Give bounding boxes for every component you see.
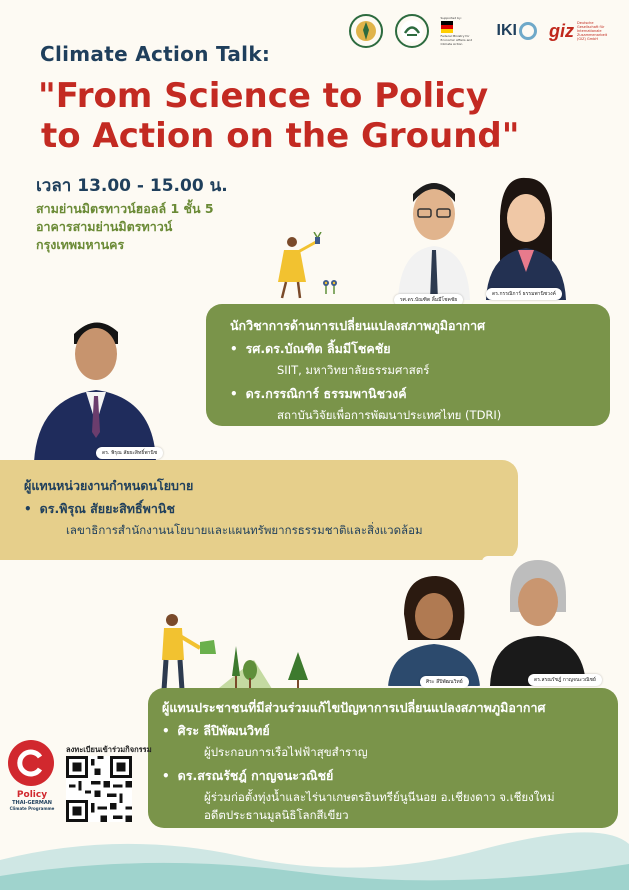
iki-text: IKI xyxy=(496,22,517,39)
caption-pirun: ดร. พิรุณ สัยยะสิทธิ์พานิช xyxy=(96,447,163,459)
speaker-affiliation-soranart: ผู้ร่วมก่อตั้งทุ่งน้ำและไร่นาเกษตรอินทรีย์นูนีนอย อ.เชียงดาว จ.เชียงใหม่ xyxy=(204,790,555,804)
partner-logos xyxy=(340,12,615,50)
caption-bundit: รศ.ดร.บัณฑิต ลิ้มมีโชคชัย xyxy=(394,294,463,306)
event-title-line2: to Action on the Ground" xyxy=(41,116,520,156)
speaker-photo-kannika xyxy=(478,176,574,300)
panel-community xyxy=(148,688,618,828)
speaker-affiliation-bundit: SIIT, มหาวิทยาลัยธรรมศาสตร์ xyxy=(277,363,430,377)
speaker-photo-sira xyxy=(384,570,484,686)
bottom-wave-decoration xyxy=(0,820,629,890)
caption-kannika: ดร.กรรณิการ์ ธรรมพานิชวงค์ xyxy=(486,288,562,300)
supported-by-label: Supported by: xyxy=(440,16,462,20)
speaker-name-text: รศ.ดร.บัณฑิต ลิ้มมีโชคชัย xyxy=(245,341,391,356)
speaker-photo-soranart xyxy=(482,556,592,686)
policy-logo-text: Policy xyxy=(16,790,48,800)
giz-subtext: Deutsche Gesellschaft für Internationale Zusammenarbeit (GIZ) GmbH xyxy=(577,21,608,41)
speaker-affiliation-pirun: เลขาธิการสำนักงานนโยบายและแผนทรัพยากรธรรมชาติและสิ่งแวดล้อม xyxy=(66,523,423,537)
panel-policy-heading: ผู้แทนหน่วยงานกำหนดนโยบาย xyxy=(24,478,194,493)
speaker-name-sira: • ศิระ ลีปิพัฒนวิทย์ xyxy=(162,721,606,741)
speaker-name-pirun: • ดร.พิรุณ สัยยะสิทธิ์พานิช xyxy=(24,499,504,519)
speaker-affiliation-sira: ผู้ประกอบการเรือไฟฟ้าสุขสำราญ xyxy=(204,745,368,759)
speaker-affiliation-kannika: สถาบันวิจัยเพื่อการพัฒนาประเทศไทย (TDRI) xyxy=(277,408,502,422)
german-flag-icon xyxy=(441,21,453,33)
woman-with-plant-illustration xyxy=(270,232,350,304)
speaker-name-bundit: • รศ.ดร.บัณฑิต ลิ้มมีโชคชัย xyxy=(230,339,596,359)
caption-sira: ศิระ ลีปิพัฒนวิทย์ xyxy=(420,676,469,688)
panel-policy xyxy=(0,460,518,560)
panel-community-heading: ผู้แทนประชาชนที่มีส่วนร่วมแก้ไขปัญหาการเปลี่ยนแปลงสภาพภูมิอากาศ xyxy=(162,700,546,715)
speaker-photo-bundit xyxy=(388,176,480,300)
policy-thai-german-logo xyxy=(4,740,60,812)
event-title-line1: "From Science to Policy xyxy=(38,76,489,116)
panel-science xyxy=(206,304,610,426)
registration-qr-code[interactable] xyxy=(66,756,132,822)
speaker-name-text: ดร.พิรุณ สัยยะสิทธิ์พานิช xyxy=(39,501,175,516)
policy-logo-subtext: THAI-GERMAN xyxy=(12,800,52,806)
venue-line2: อาคารสามย่านมิตรทาวน์ xyxy=(36,219,173,234)
panel-science-heading: นักวิชาการด้านการเปลี่ยนแปลงสภาพภูมิอากาศ xyxy=(230,318,486,333)
giz-logo xyxy=(549,21,615,42)
caption-soranart: ดร.สรณรัชฎ์ กาญจนะวณิชย์ xyxy=(528,674,602,686)
gardener-illustration xyxy=(154,606,324,694)
speaker-name-text: ดร.สรณรัชฎ์ กาญจนะวณิชย์ xyxy=(177,768,334,783)
speaker-name-kannika: • ดร.กรรณิการ์ ธรรมพานิชวงค์ xyxy=(230,384,596,404)
event-kicker: Climate Action Talk: xyxy=(40,42,271,66)
policy-logo-icon xyxy=(8,740,54,786)
qr-label: ลงทะเบียนเข้าร่วมกิจกรรม xyxy=(66,745,152,754)
iki-ring-icon xyxy=(519,22,537,40)
bmwk-text: Federal Ministry for Economic Affairs and Climate Action xyxy=(440,34,473,46)
event-time: เวลา 13.00 - 15.00 น. xyxy=(36,176,228,196)
bmwk-logo xyxy=(441,16,485,46)
giz-text: giz xyxy=(549,20,574,41)
speaker-name-text: ศิระ ลีปิพัฒนวิทย์ xyxy=(177,723,270,738)
policy-logo-subtext2: Climate Programme xyxy=(9,806,55,811)
venue-line1: สามย่านมิตรทาวน์ฮอลล์ 1 ชั้น 5 xyxy=(36,201,214,216)
iki-logo xyxy=(497,22,537,40)
event-title xyxy=(38,76,598,156)
event-info xyxy=(36,177,306,254)
speaker-name-soranart: • ดร.สรณรัชฎ์ กาญจนะวณิชย์ xyxy=(162,766,606,786)
royal-seal-logo xyxy=(349,14,383,48)
speaker-affiliation2-soranart: อดีตประธานมูลนิธิโลกสีเขียว xyxy=(204,808,349,822)
onep-logo xyxy=(395,14,429,48)
venue-line3: กรุงเทพมหานคร xyxy=(36,237,125,252)
speaker-photo-pirun xyxy=(30,314,160,462)
speaker-name-text: ดร.กรรณิการ์ ธรรมพานิชวงค์ xyxy=(245,386,407,401)
